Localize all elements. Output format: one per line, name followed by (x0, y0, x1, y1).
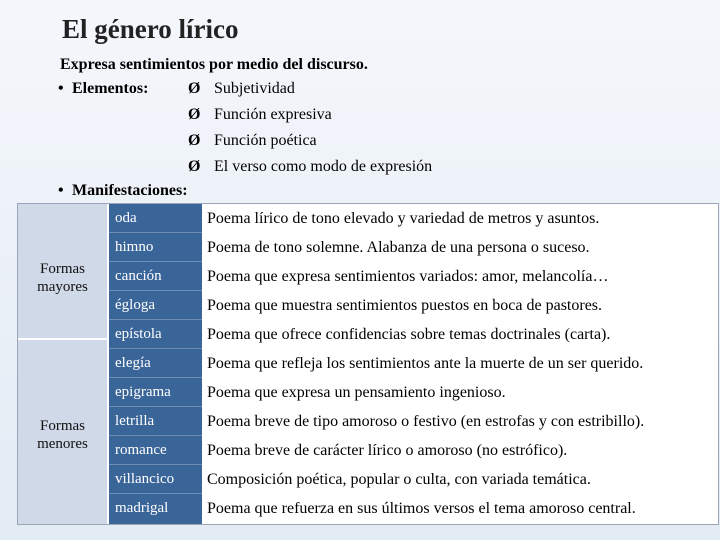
genre-cell: égloga (115, 297, 155, 313)
description-cell: Poema breve de tipo amoroso o festivo (en estrofas y con estribillo). (207, 413, 645, 430)
genre-cell: epístola (115, 326, 162, 342)
element-item: Ø Función expresiva (188, 106, 332, 123)
bullet-icon: • (58, 182, 64, 199)
element-item: Ø El verso como modo de expresión (188, 158, 433, 175)
genres-table (17, 203, 719, 525)
description-cell: Poema que refuerza en sus últimos versos el tema amoroso central. (207, 500, 636, 517)
genre-cell: madrigal (115, 500, 169, 516)
intro-text: Expresa sentimientos por medio del discurso. (60, 56, 368, 73)
description-cell: Poema de tono solemne. Alabanza de una persona o suceso. (207, 239, 590, 256)
genre-cell: himno (115, 239, 154, 255)
genre-cell: villancico (115, 471, 175, 487)
description-cell: Poema que expresa sentimientos variados: amor, melancolía… (207, 268, 609, 285)
arrow-bullet-icon: Ø (188, 80, 201, 97)
bullet-icon: • (58, 80, 64, 97)
row-separator (109, 406, 202, 407)
manifestaciones-heading (58, 182, 188, 200)
description-cell: Poema que refleja los sentimientos ante la muerte de un ser querido. (207, 355, 644, 372)
row-separator (109, 261, 202, 262)
description-cell: Poema que expresa un pensamiento ingenioso. (207, 384, 506, 401)
genre-cell: romance (115, 442, 167, 458)
page-title: El género lírico (62, 14, 239, 44)
genre-cell: epigrama (115, 384, 171, 400)
element-item: Ø Función poética (188, 132, 317, 149)
row-separator (109, 464, 202, 465)
group-label-menores: Formas menores (37, 418, 88, 452)
manifestaciones-label: Manifestaciones: (72, 182, 188, 199)
row-separator (109, 435, 202, 436)
genre-cell: elegía (115, 355, 151, 371)
description-cell: Poema breve de carácter lírico o amoroso (no estrófico). (207, 442, 568, 459)
elements-label: Elementos: (72, 80, 149, 97)
description-cell: Poema que ofrece confidencias sobre temas doctrinales (carta). (207, 326, 611, 343)
row-separator (109, 319, 202, 320)
description-cell: Poema lírico de tono elevado y variedad de metros y asuntos. (207, 210, 600, 227)
formas-column (18, 204, 107, 524)
element-item: Ø Subjetividad (188, 80, 295, 97)
arrow-bullet-icon: Ø (188, 158, 201, 175)
genre-cell: oda (115, 210, 137, 226)
group-label-mayores: Formas mayores (37, 261, 88, 295)
description-cell: Poema que muestra sentimientos puestos en boca de pastores. (207, 297, 603, 314)
row-separator (109, 290, 202, 291)
formas-divider (18, 338, 107, 340)
row-separator (109, 493, 202, 494)
genre-cell: letrilla (115, 413, 155, 429)
genre-cell: canción (115, 268, 162, 284)
elements-heading (58, 80, 148, 98)
arrow-bullet-icon: Ø (188, 132, 201, 149)
arrow-bullet-icon: Ø (188, 106, 201, 123)
description-cell: Composición poética, popular o culta, con variada temática. (207, 471, 591, 488)
row-separator (109, 348, 202, 349)
row-separator (109, 377, 202, 378)
row-separator (109, 232, 202, 233)
